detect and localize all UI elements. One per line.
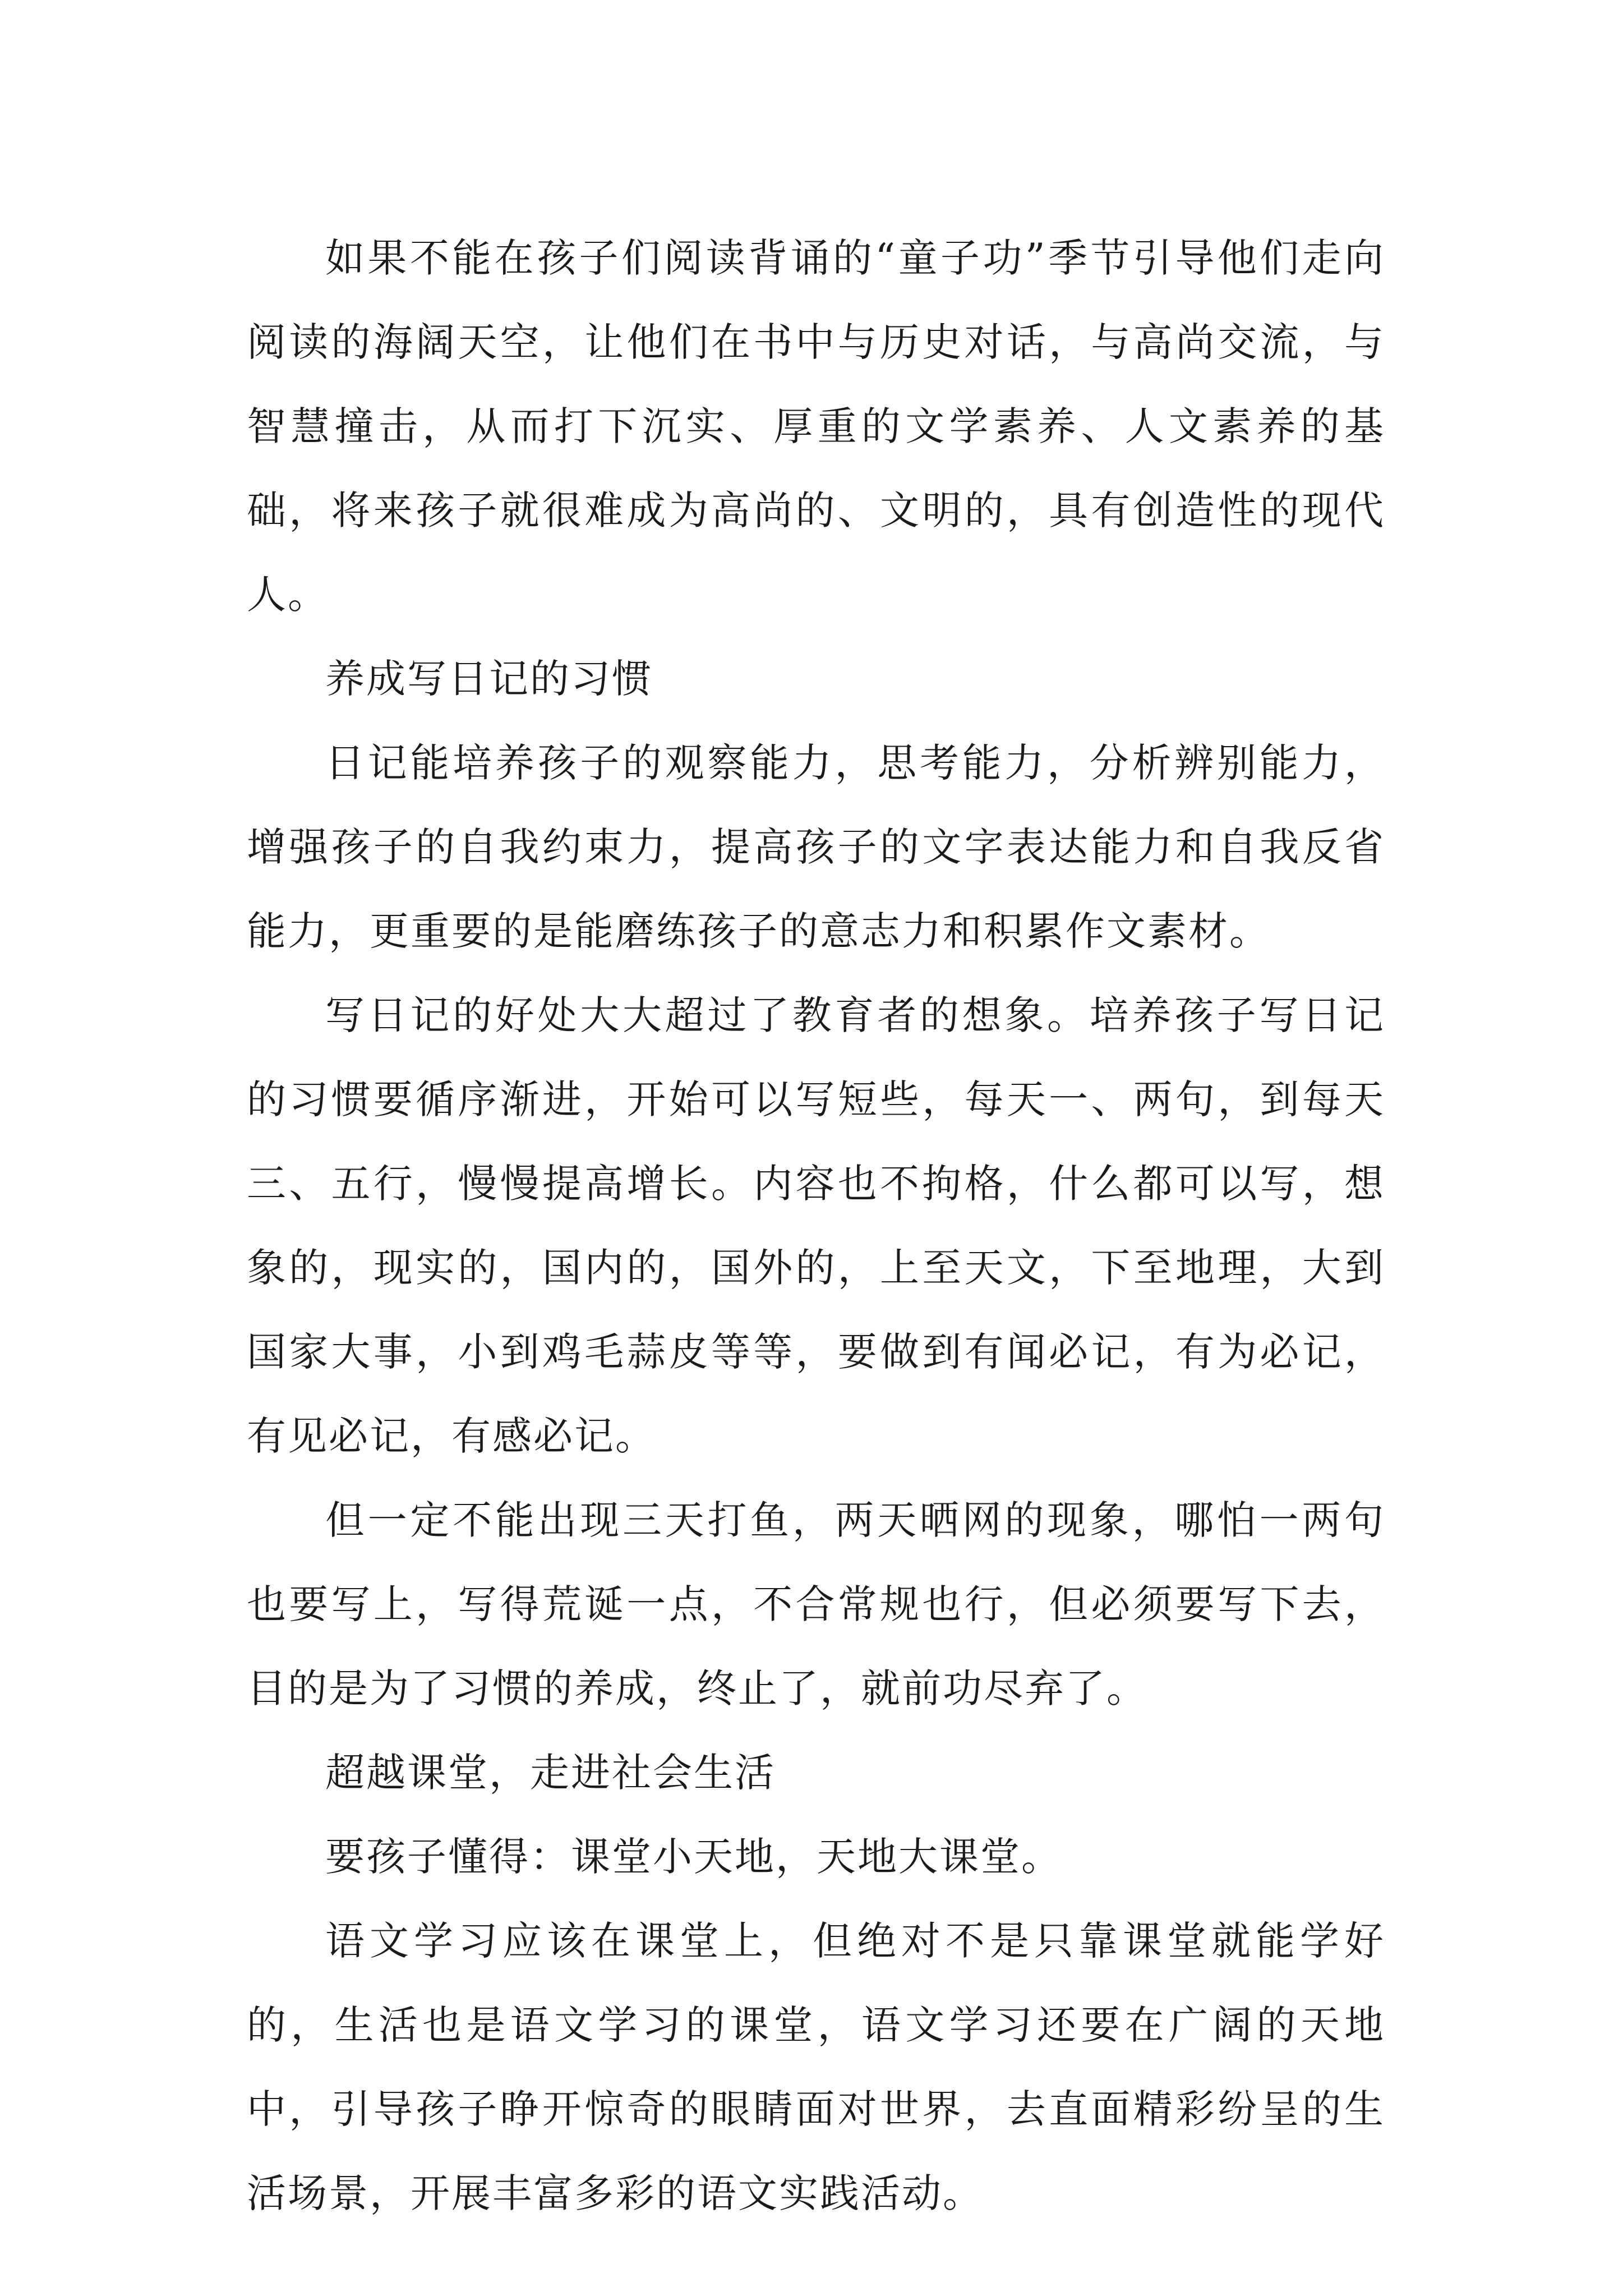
paragraph-diary-benefits: 日记能培养孩子的观察能力，思考能力，分析辨别能力，增强孩子的自我约束力，提高孩子的文字表达能力和自我反省能力，更重要的是能磨练孩子的意志力和积累作文素材。 bbox=[247, 740, 1385, 954]
heading-diary-habit: 养成写日记的习惯 bbox=[325, 656, 653, 702]
paragraph-life-learning: 语文学习应该在课堂上，但绝对不是只靠课堂就能学好的，生活也是语文学习的课堂，语文学习还要在广阔的天地中，引导孩子睁开惊奇的眼睛面对世界，去直面精彩纷呈的生活场景，开展丰富多彩的语文实践活动。 bbox=[247, 1918, 1385, 2216]
document-body bbox=[247, 216, 1385, 2235]
paragraph-reading-foundation: 如果不能在孩子们阅读背诵的“童子功”季节引导他们走向阅读的海阔天空，让他们在书中与历史对话，与高尚交流，与智慧撞击，从而打下沉实、厚重的文学素养、人文素养的基础，将来孩子就很难成为高尚的、文明的，具有创造性的现代人。 bbox=[247, 235, 1385, 618]
paragraph-diary-method: 写日记的好处大大超过了教育者的想象。培养孩子写日记的习惯要循序渐进，开始可以写短些，每天一、两句，到每天三、五行，慢慢提高增长。内容也不拘格，什么都可以写，想象的，现实的，国内的，国外的，上至天文，下至地理，大到国家大事，小到鸡毛蒜皮等等，要做到有闻必记，有为必记，有见必记，有感必记。 bbox=[247, 992, 1385, 1459]
paragraph-classroom-motto: 要孩子懂得：课堂小天地，天地大课堂。 bbox=[325, 1834, 1062, 1880]
heading-beyond-classroom: 超越课堂，走进社会生活 bbox=[325, 1750, 776, 1796]
paragraph-diary-persistence: 但一定不能出现三天打鱼，两天晒网的现象，哪怕一两句也要写上，写得荒诞一点，不合常规也行，但必须要写下去，目的是为了习惯的养成，终止了，就前功尽弃了。 bbox=[247, 1497, 1385, 1711]
